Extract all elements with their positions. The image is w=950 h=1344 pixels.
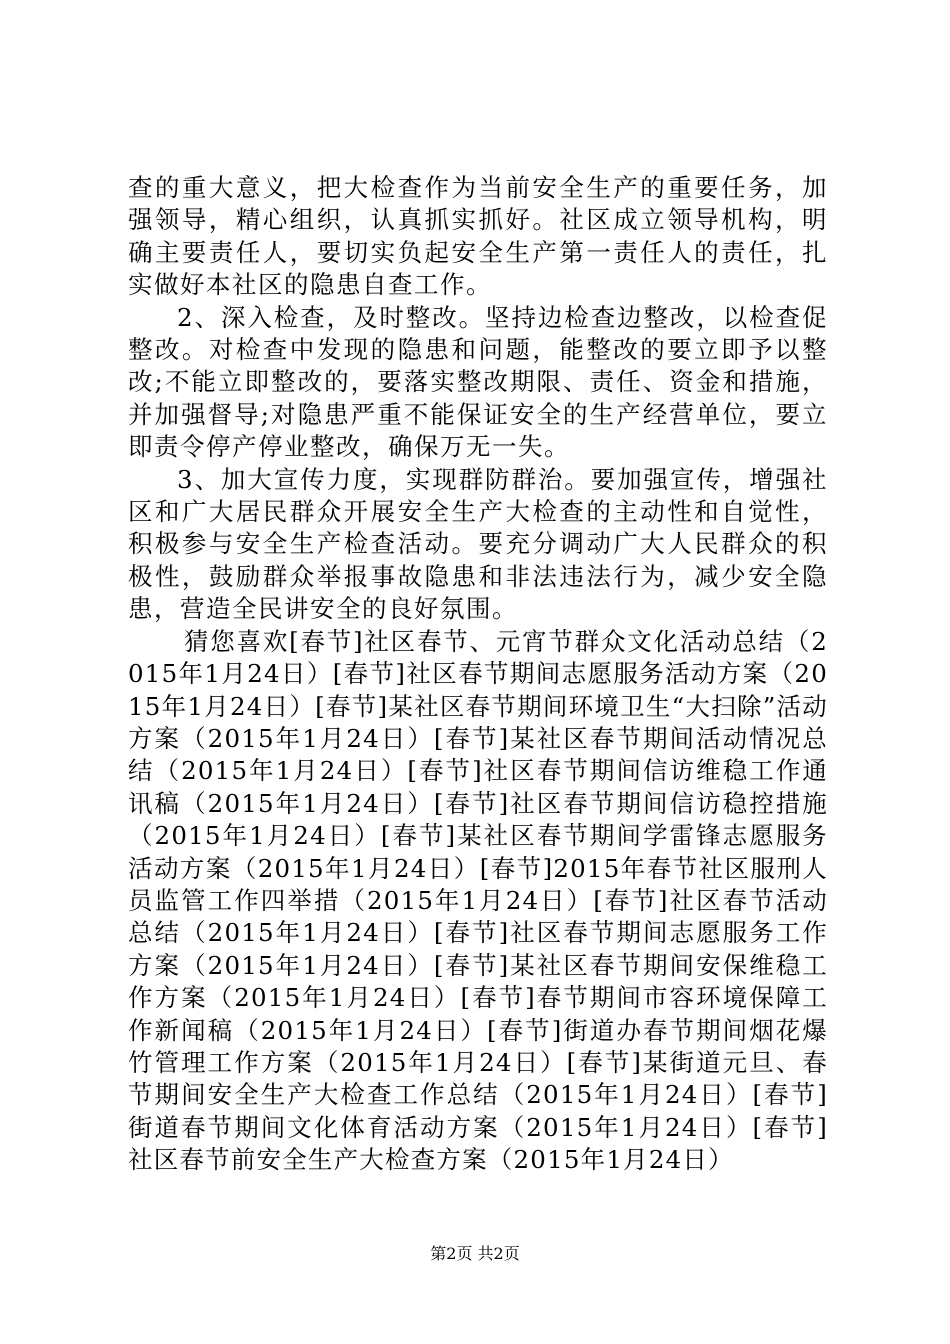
paragraph-continued: 查的重大意义，把大检查作为当前安全生产的重要任务，加强领导，精心组织，认真抓实抓好。社区成立领导机构，明确主要责任人，要切实负起安全生产第一责任人的责任，扎实做好本社区的隐患自查工作。: [128, 173, 828, 300]
document-body: [128, 172, 828, 1177]
page-number: 第2页 共2页: [430, 1244, 520, 1263]
paragraph-item-2: 2、深入检查，及时整改。坚持边检查边整改，以检查促整改。对检查中发现的隐患和问题，能整改的要立即予以整改;不能立即整改的，要落实整改期限、责任、资金和措施，并加强督导;对隐患严重不能保证安全的生产经营单位，要立即责令停产停业整改，确保万无一失。: [128, 302, 828, 462]
related-articles: 猜您喜欢[春节]社区春节、元宵节群众文化活动总结（2015年1月24日）[春节]社区春节期间志愿服务活动方案（2015年1月24日）[春节]某社区春节期间环境卫生“大扫除”活动方案（2015年1月24日）[春节]某社区春节期间活动情况总结（2015年1月24日）[春节]社区春节期间信访维稳工作通讯稿（2015年1月24日）[春节]社区春节期间信访稳控措施（2015年1月24日）[春节]某社区春节期间学雷锋志愿服务活动方案（2015年1月24日）[春节]2015年春节社区服刑人员监管工作四举措（2015年1月24日）[春节]社区春节活动总结（2015年1月24日）[春节]社区春节期间志愿服务工作方案（2015年1月24日）[春节]某社区春节期间安保维稳工作方案（2015年1月24日）[春节]春节期间市容环境保障工作新闻稿（2015年1月24日）[春节]街道办春节期间烟花爆竹管理工作方案（2015年1月24日）[春节]某街道元旦、春节期间安全生产大检查工作总结（2015年1月24日）[春节]街道春节期间文化体育活动方案（2015年1月24日）[春节]社区春节前安全生产大检查方案（2015年1月24日）: [128, 626, 828, 1175]
paragraph-item-3: 3、加大宣传力度，实现群防群治。要加强宣传，增强社区和广大居民群众开展安全生产大检查的主动性和自觉性，积极参与安全生产检查活动。要充分调动广大人民群众的积极性，鼓励群众举报事故隐患和非法违法行为，减少安全隐患，营造全民讲安全的良好氛围。: [128, 464, 828, 624]
